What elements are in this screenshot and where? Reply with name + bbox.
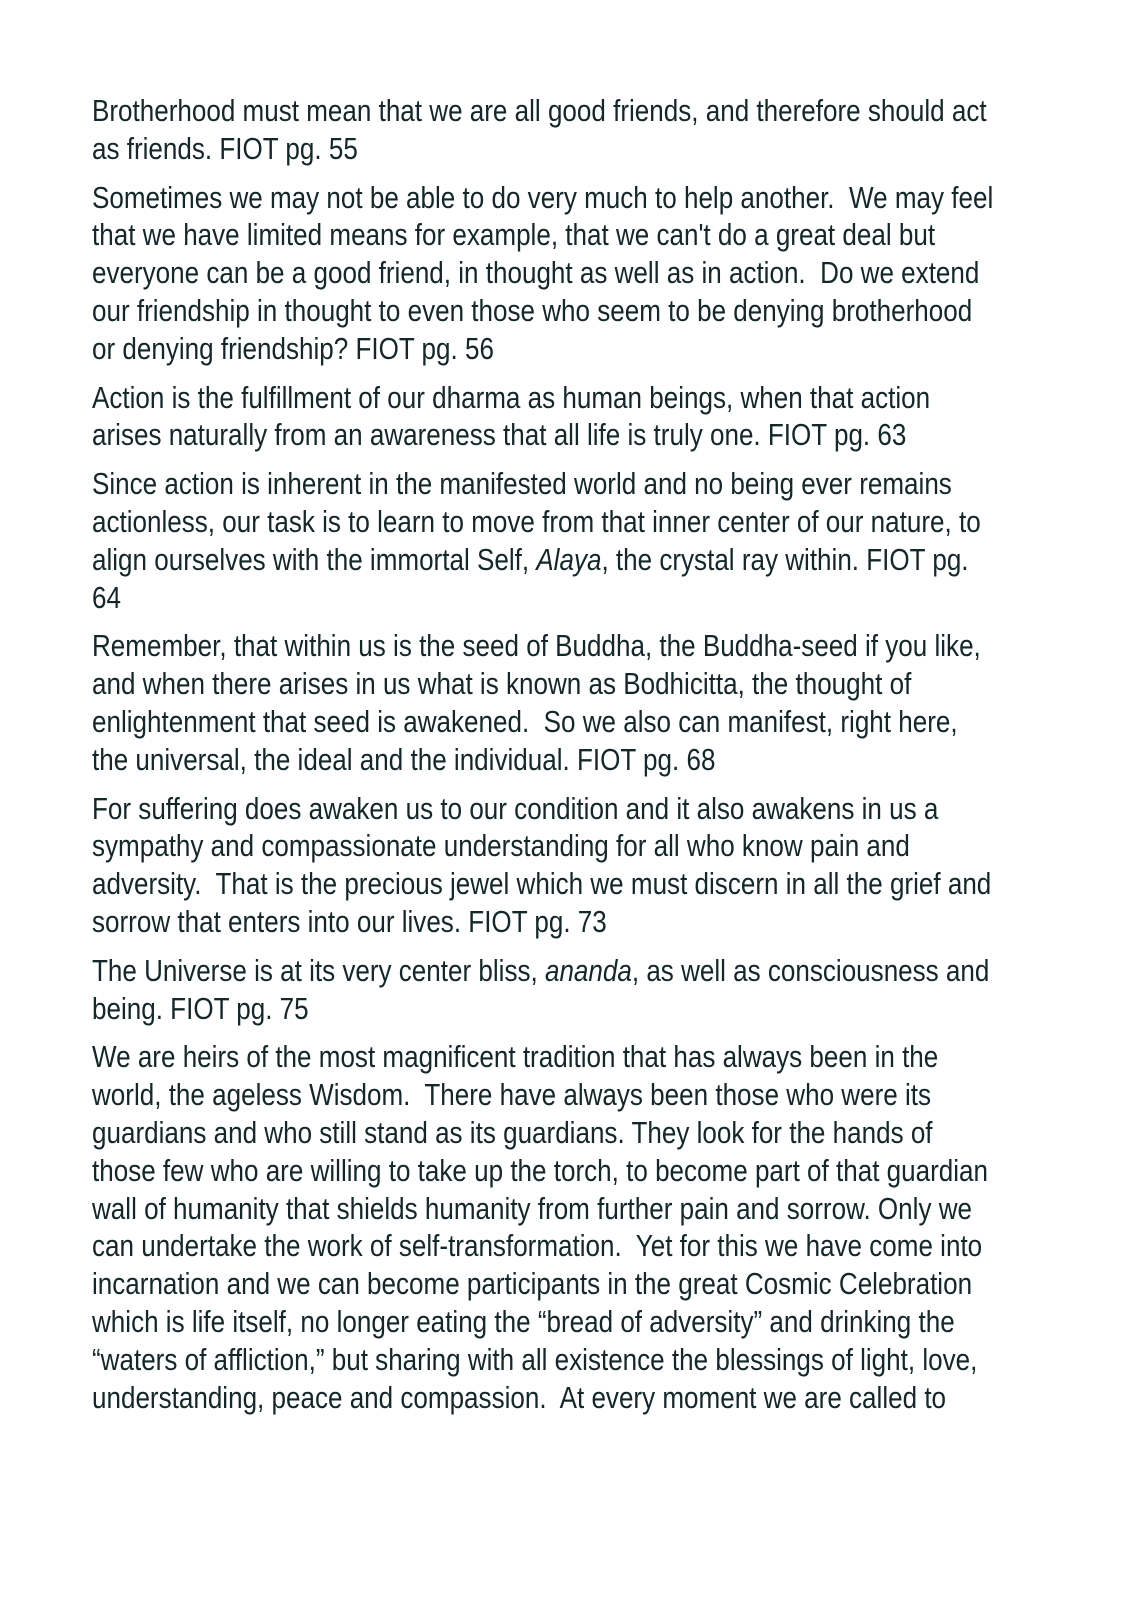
quote-paragraph [92, 790, 1052, 941]
text-line: Remember, that within us is the seed of Buddha, the Buddha-seed if you like, [92, 628, 981, 664]
text-line: Sometimes we may not be able to do very much to help another. We may feel [92, 179, 994, 215]
text-line: We are heirs of the most magnificent tradition that has always been in the [92, 1039, 939, 1075]
quote-paragraph [92, 379, 1052, 455]
quote-paragraph [92, 627, 1052, 778]
text-segment: align ourselves with the immortal Self, [92, 541, 537, 577]
text-segment: The Universe is at its very center bliss, [92, 952, 545, 988]
text-line: world, the ageless Wisdom. There have always been those who were its [92, 1077, 932, 1113]
text-line: understanding, peace and compassion. At every moment we are called to [92, 1379, 947, 1415]
text-line: 64 [92, 579, 121, 615]
text-line: Brotherhood must mean that we are all good friends, and therefore should act [92, 93, 987, 128]
text-line: everyone can be a good friend, in thought as well as in action. Do we extend [92, 255, 980, 291]
text-line: those few who are willing to take up the torch, to become part of that guardian [92, 1152, 989, 1188]
text-line: sorrow that enters into our lives. FIOT pg. 73 [92, 903, 607, 939]
italic-term: Alaya [536, 541, 602, 577]
text-segment: , the crystal ray within. FIOT pg. [601, 541, 969, 577]
text-line: the universal, the ideal and the individual. FIOT pg. 68 [92, 741, 716, 777]
text-line: guardians and who still stand as its guardians. They look for the hands of [92, 1114, 933, 1150]
text-line: which is life itself, no longer eating the “bread of adversity” and drinking the [92, 1303, 955, 1339]
text-line: wall of humanity that shields humanity from further pain and sorrow. Only we [92, 1190, 972, 1226]
quote-paragraph [92, 952, 1052, 1028]
text-segment: , as well as consciousness and [631, 952, 990, 988]
quote-paragraph [92, 92, 1052, 168]
text-line: arises naturally from an awareness that all life is truly one. FIOT pg. 63 [92, 417, 907, 453]
text-line: as friends. FIOT pg. 55 [92, 130, 358, 166]
text-line: our friendship in thought to even those who seem to be denying brotherhood [92, 292, 973, 328]
text-line: that we have limited means for example, that we can't do a great deal but [92, 217, 936, 253]
text-line: can undertake the work of self-transformation. Yet for this we have come into [92, 1228, 983, 1264]
text-line: sympathy and compassionate understanding for all who know pain and [92, 828, 910, 864]
text-line: For suffering does awaken us to our condition and it also awakens in us a [92, 790, 939, 826]
text-line: adversity. That is the precious jewel which we must discern in all the grief and [92, 866, 992, 902]
text-line: actionless, our task is to learn to move from that inner center of our nature, to [92, 503, 981, 539]
text-line [92, 541, 969, 579]
text-line: Action is the fulfillment of our dharma as human beings, when that action [92, 379, 931, 415]
text-line: “waters of affliction,” but sharing with all existence the blessings of light, love, [92, 1341, 978, 1377]
quote-paragraph [92, 465, 1052, 616]
text-line: being. FIOT pg. 75 [92, 990, 309, 1026]
text-line: enlightenment that seed is awakened. So we also can manifest, right here, [92, 703, 958, 739]
text-line [92, 952, 990, 990]
text-line: incarnation and we can become participants in the great Cosmic Celebration [92, 1266, 973, 1302]
text-line: and when there arises in us what is known as Bodhicitta, the thought of [92, 666, 912, 702]
document-page [92, 92, 1052, 1427]
quote-paragraph [92, 1038, 1052, 1416]
quote-paragraph [92, 179, 1052, 368]
text-line: or denying friendship? FIOT pg. 56 [92, 330, 494, 366]
italic-term: ananda [544, 952, 632, 988]
text-line: Since action is inherent in the manifested world and no being ever remains [92, 466, 952, 502]
